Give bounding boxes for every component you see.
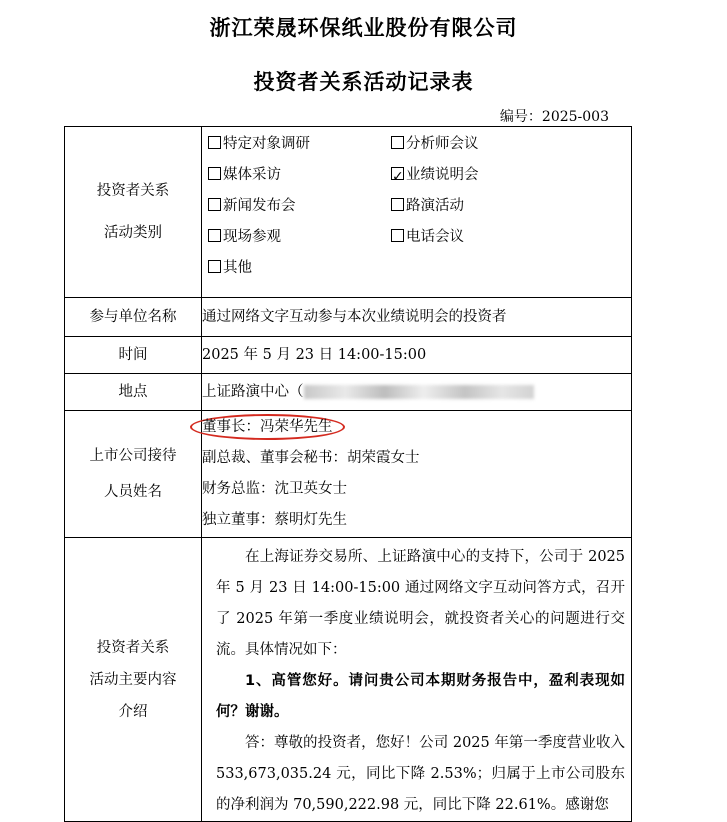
activity-type-option	[391, 222, 571, 253]
activity-type-label-line1: 投资者关系	[96, 183, 170, 199]
staff-person: 独立董事：蔡明灯先生	[202, 512, 347, 528]
location-label: 地点	[65, 374, 202, 411]
participants-value: 通过网络文字互动参与本次业绩说明会的投资者	[202, 298, 632, 337]
activity-type-label	[65, 127, 202, 298]
activity-type-options	[202, 127, 632, 298]
staff-label-line1: 上市公司接待	[89, 448, 177, 464]
activity-type-option-label: 其他	[223, 260, 252, 276]
row-content	[65, 538, 632, 822]
activity-type-option	[208, 191, 391, 222]
staff-label	[65, 411, 202, 538]
checkbox-icon	[208, 260, 221, 273]
content-question: 1、高管您好。请问贵公司本期财务报告中，盈利表现如何？谢谢。	[216, 673, 625, 720]
checkbox-icon	[208, 136, 221, 149]
row-activity-type	[65, 127, 632, 298]
redacted-address	[304, 385, 534, 399]
document-number	[500, 106, 609, 126]
document-title: 投资者关系活动记录表	[253, 69, 474, 94]
activity-type-option-label: 电话会议	[406, 229, 464, 245]
activity-type-option-label: 现场参观	[223, 229, 281, 245]
row-staff	[65, 411, 632, 538]
staff-person: 财务总监：沈卫英女士	[202, 481, 347, 497]
staff-list	[202, 411, 632, 538]
staff-label-line2: 人员姓名	[104, 484, 162, 500]
checkbox-icon	[208, 229, 221, 242]
content-body	[202, 538, 632, 822]
time-label: 时间	[65, 337, 202, 374]
company-name: 浙江荣晟环保纸业股份有限公司	[209, 15, 518, 40]
content-label-line3: 介绍	[118, 703, 148, 720]
checked-checkbox-icon	[391, 167, 404, 180]
activity-type-option-label: 媒体采访	[223, 167, 281, 183]
location-value	[202, 374, 632, 411]
activity-type-option-label: 分析师会议	[406, 136, 479, 152]
checkbox-icon	[391, 229, 404, 242]
participants-label: 参与单位名称	[65, 298, 202, 337]
content-intro: 在上海证券交易所、上证路演中心的支持下，公司于 2025 年 5 月 23 日 14:00-15:00 通过网络文字互动问答方式，召开了 2025 年第一季度业绩说明会，就投资者关心的问题进行交流。具体情况如下：	[216, 549, 625, 658]
doc-no-label: 编号：	[499, 109, 542, 125]
activity-type-option	[208, 253, 391, 284]
content-label-line2: 活动主要内容	[89, 671, 177, 688]
checkbox-icon	[391, 136, 404, 149]
checkbox-icon	[208, 198, 221, 211]
activity-type-option-label: 路演活动	[406, 198, 464, 214]
content-label	[65, 538, 202, 822]
checkbox-icon	[391, 198, 404, 211]
activity-type-option	[208, 129, 391, 160]
staff-person: 副总裁、董事会秘书：胡荣霞女士	[202, 450, 420, 466]
activity-type-option-label: 业绩说明会	[406, 167, 479, 183]
activity-type-option	[391, 129, 571, 160]
row-time	[65, 337, 632, 374]
activity-type-label-line2: 活动类别	[104, 225, 162, 241]
location-text: 上证路演中心（	[202, 384, 304, 400]
activity-type-grid	[202, 127, 631, 284]
activity-type-option-label: 特定对象调研	[223, 136, 310, 152]
activity-type-option	[208, 222, 391, 253]
activity-type-option	[391, 191, 571, 222]
time-value: 2025 年 5 月 23 日 14:00-15:00	[202, 337, 632, 374]
content-label-line1: 投资者关系	[96, 639, 170, 656]
row-participants	[65, 298, 632, 337]
row-location	[65, 374, 632, 411]
checkbox-icon	[208, 167, 221, 180]
activity-type-option	[391, 160, 571, 191]
activity-type-option-label: 新闻发布会	[223, 198, 296, 214]
activity-type-option	[208, 160, 391, 191]
highlight-oval: 董事长：冯荣华先生	[190, 414, 345, 440]
staff-person	[202, 412, 631, 443]
content-answer: 答：尊敬的投资者，您好！公司 2025 年第一季度营业收入 533,673,035.24 元，同比下降 2.53%；归属于上市公司股东的净利润为 70,590,222.98 元，同比下降 22.61%。感谢您	[216, 735, 625, 813]
record-table	[64, 126, 632, 822]
doc-no-value: 2025-003	[541, 109, 609, 125]
